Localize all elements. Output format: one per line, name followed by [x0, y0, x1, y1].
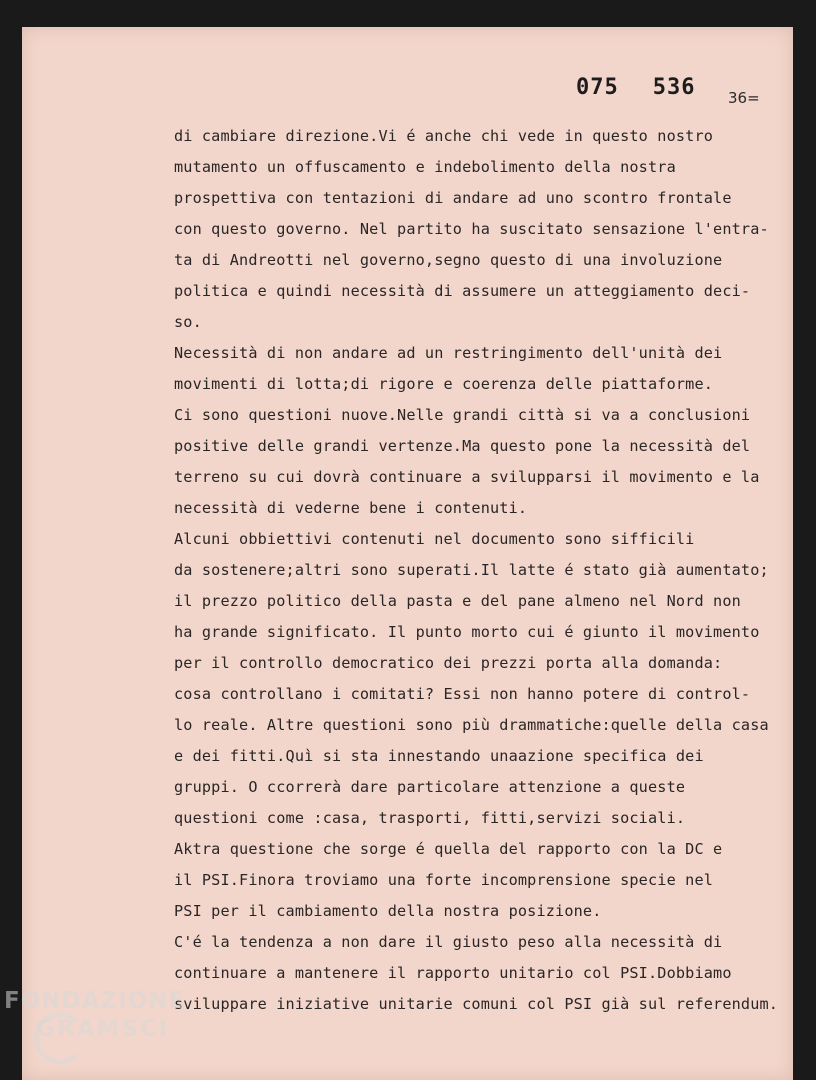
document-page	[22, 27, 793, 1080]
text-line: mutamento un offuscamento e indebolimento della nostra	[174, 158, 676, 176]
archive-code-a: 075	[576, 75, 619, 100]
text-line: so.	[174, 313, 202, 331]
page-number: 36=	[728, 89, 760, 107]
text-line: di cambiare direzione.Vi é anche chi vede in questo nostro	[174, 127, 714, 145]
text-line: C'é la tendenza a non dare il giusto peso alla necessità di	[174, 933, 723, 951]
text-line: il PSI.Finora troviamo una forte incomprensione specie nel	[174, 871, 714, 889]
text-line: da sostenere;altri sono superati.Il latte é stato già aumentato;	[174, 561, 769, 579]
text-line: e dei fitti.Quì si sta innestando unaazione specifica dei	[174, 747, 704, 765]
text-line: ha grande significato. Il punto morto cui é giunto il movimento	[174, 623, 760, 641]
archive-code-b: 536	[652, 75, 696, 100]
text-line: movimenti di lotta;di rigore e coerenza delle piattaforme.	[174, 375, 714, 393]
text-line: sviluppare iniziative unitarie comuni col PSI già sul referendum.	[174, 995, 779, 1013]
text-line: cosa controllano i comitati? Essi non hanno potere di control-	[174, 685, 751, 703]
text-line: lo reale. Altre questioni sono più drammatiche:quelle della casa	[174, 716, 769, 734]
text-line: continuare a mantenere il rapporto unitario col PSI.Dobbiamo	[174, 964, 732, 982]
text-line: Aktra questione che sorge é quella del rapporto con la DC e	[174, 840, 723, 858]
text-line: prospettiva con tentazioni di andare ad uno scontro frontale	[174, 189, 732, 207]
text-line: politica e quindi necessità di assumere un atteggiamento deci-	[174, 282, 751, 300]
typewritten-body	[174, 121, 804, 1020]
fondazione-gramsci-watermark	[4, 988, 224, 1068]
text-line: PSI per il cambiamento della nostra posizione.	[174, 902, 602, 920]
text-line: Ci sono questioni nuove.Nelle grandi città si va a conclusioni	[174, 406, 751, 424]
text-line: questioni come :casa, trasporti, fitti,servizi sociali.	[174, 809, 686, 827]
text-line: terreno su cui dovrà continuare a svilupparsi il movimento e la	[174, 468, 760, 486]
text-line: per il controllo democratico dei prezzi porta alla domanda:	[174, 654, 723, 672]
text-line: Necessità di non andare ad un restringimento dell'unità dei	[174, 344, 723, 362]
text-line: necessità di vederne bene i contenuti.	[174, 499, 528, 517]
watermark-line1: FONDAZIONE	[4, 988, 186, 1014]
archive-stamp	[576, 75, 730, 100]
text-line: gruppi. O ccorrerà dare particolare attenzione a queste	[174, 778, 686, 796]
text-line: il prezzo politico della pasta e del pane almeno nel Nord non	[174, 592, 741, 610]
text-line: ta di Andreotti nel governo,segno questo di una involuzione	[174, 251, 723, 269]
text-line: Alcuni obbiettivi contenuti nel documento sono sifficili	[174, 530, 695, 548]
text-line: positive delle grandi vertenze.Ma questo pone la necessità del	[174, 437, 751, 455]
text-line: con questo governo. Nel partito ha suscitato sensazione l'entra-	[174, 220, 769, 238]
watermark-line2: GRAMSCI	[36, 1016, 170, 1042]
